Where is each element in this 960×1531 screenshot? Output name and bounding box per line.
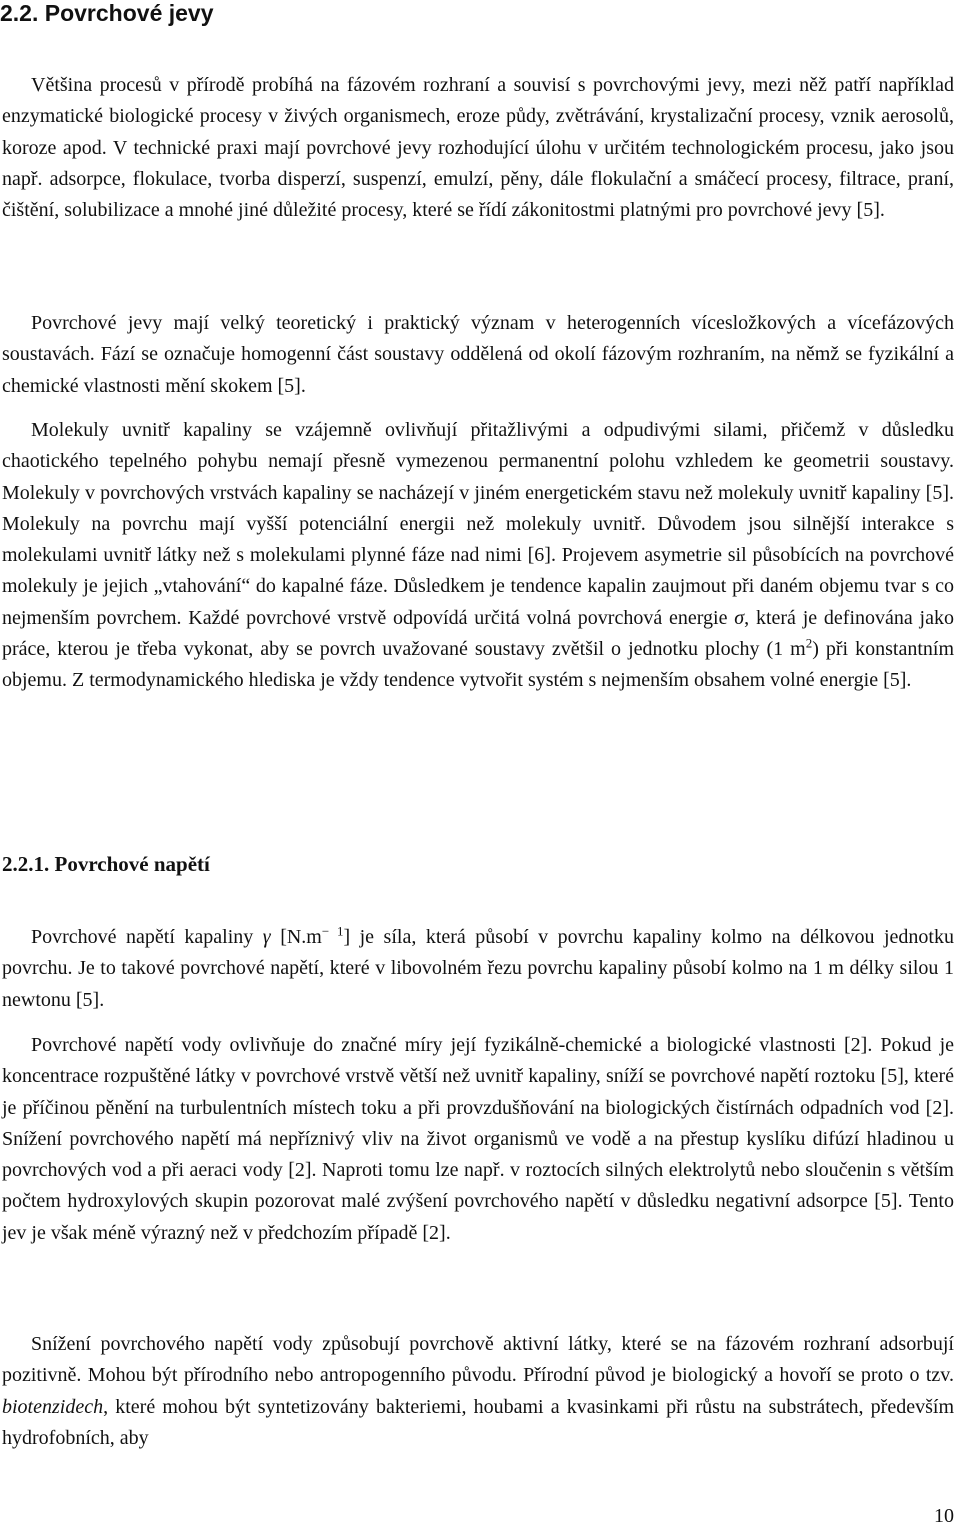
p4-text-b: [N.m bbox=[270, 926, 322, 948]
paragraph-surface-tension-definition bbox=[2, 922, 954, 1016]
paragraph-water-surface-tension: Povrchové napětí vody ovlivňuje do značné míry její fyzikálně-chemické a biologické vlastnosti [2]. Pokud je koncentrace rozpuštěné látky v povrchové vrstvě větší než uvnitř kapaliny, sníží se povrchové napětí roztoku [5], které je příčinou pěnění na turbulentních místech toku a při provzdušňování na biologických čistírnách odpadních vod [2]. Snížení povrchového napětí má nepříznivý vliv na život organismů ve vodě a na přestup kyslíku difúzí hladinou u povrchových vod a při aeraci vody [2]. Naproti tomu lze např. v roztocích silných elektrolytů nebo sloučenin s větším počtem hydroxylových skupin pozorovat malé zvýšení povrchového napětí v důsledku negativní adsorpce [5]. Tento jev je však méně výrazný než v předchozím případě [2]. bbox=[2, 1034, 954, 1244]
p4-text-a: Povrchové napětí kapaliny bbox=[31, 926, 263, 948]
paragraph-intro: Většina procesů v přírodě probíhá na fázovém rozhraní a souvisí s povrchovými jevy, mezi něž patří například enzymatické biologické procesy v živých organismech, eroze půdy, zvětrávání, krystalizační procesy, vznik aerosolů, koroze apod. V technické praxi mají povrchové jevy rozhodující úlohu v určitém technologickém procesu, jako jsou např. adsorpce, flokulace, tvorba disperzí, suspenzí, emulzí, pěny, dále flokulační a smáčecí procesy, filtrace, praní, čištění, solubilizace a mnohé jiné důležité procesy, které se řídí zákonitostmi platnými pro povrchové jevy [5]. bbox=[2, 74, 954, 222]
biotenzidech-term: biotenzidech bbox=[2, 1395, 104, 1418]
page-number: 10 bbox=[934, 1505, 954, 1527]
paragraph-molecules bbox=[2, 415, 954, 697]
p4-superscript: − 1 bbox=[321, 923, 344, 939]
p6-text-a: Snížení povrchového napětí vody způsobují povrchově aktivní látky, které se na fázovém rozhraní adsorbují pozitivně. Mohou být přírodního nebo antropogenního původu. Přírodní původ je biologický a hovoří se proto o tzv. bbox=[2, 1333, 954, 1387]
paragraph-heterogeneous-systems: Povrchové jevy mají velký teoretický i praktický význam v heterogenních vícesložkových a vícefázových soustavách. Fází se označuje homogenní část soustavy oddělená od okolí fázovým rozhraním, na němž se fyzikální a chemické vlastnosti mění skokem [5]. bbox=[2, 312, 954, 397]
p3-superscript: 2 bbox=[805, 635, 813, 651]
section-heading: 2.2. Povrchové jevy bbox=[0, 0, 214, 26]
p4-text-c: ] je síla, která působí v povrchu kapaliny kolmo na délkovou jednotku povrchu. Je to takové povrchové napětí, které v libovolném řezu povrchu kapaliny působí kolmo na 1 m délky silou 1 newtonu [5]. bbox=[2, 926, 954, 1011]
p3-text-a: Molekuly uvnitř kapaliny se vzájemně ovlivňují přitažlivými a odpudivými silami, přičemž v důsledku chaotického tepelného pohybu nemají přesně vymezenou permanentní polohu vzhledem ke geometrii soustavy. Molekuly v povrchových vrstvách kapaliny se nacházejí v jiném energetickém stavu než molekuly uvnitř kapaliny [5]. Molekuly na povrchu mají vyšší potenciální energii než molekuly uvnitř. Důvodem jsou silnější interakce s molekulami uvnitř látky než s molekulami plynné fáze nad nimi [6]. Projevem asymetrie sil působících na povrchové molekuly je jejich „vtahování“ do kapalné fáze. Důsledkem je tendence kapalin zaujmout při daném objemu tvar s co nejmenším povrchem. Každé povrchové vrstvě odpovídá určitá volná povrchová energie bbox=[2, 419, 954, 629]
p3-text-b: , která je definována jako práce, kterou je třeba vykonat, aby se povrch uvažované soustavy zvětšil o jednotku plochy (1 m bbox=[2, 606, 954, 661]
paragraph-surfactants bbox=[2, 1329, 954, 1454]
p6-text-b: , které mohou být syntetizovány bakteriemi, houbami a kvasinkami při růstu na substrátech, především hydrofobních, aby bbox=[2, 1395, 954, 1449]
gamma-symbol: γ bbox=[262, 926, 271, 948]
subsection-heading: 2.2.1. Povrchové napětí bbox=[2, 852, 210, 876]
p3-text-c: ) při konstantním objemu. Z termodynamického hlediska je vždy tendence vytvořit systém s nejmenším obsahem volné energie [5]. bbox=[2, 638, 955, 692]
sigma-symbol: σ bbox=[734, 606, 745, 629]
